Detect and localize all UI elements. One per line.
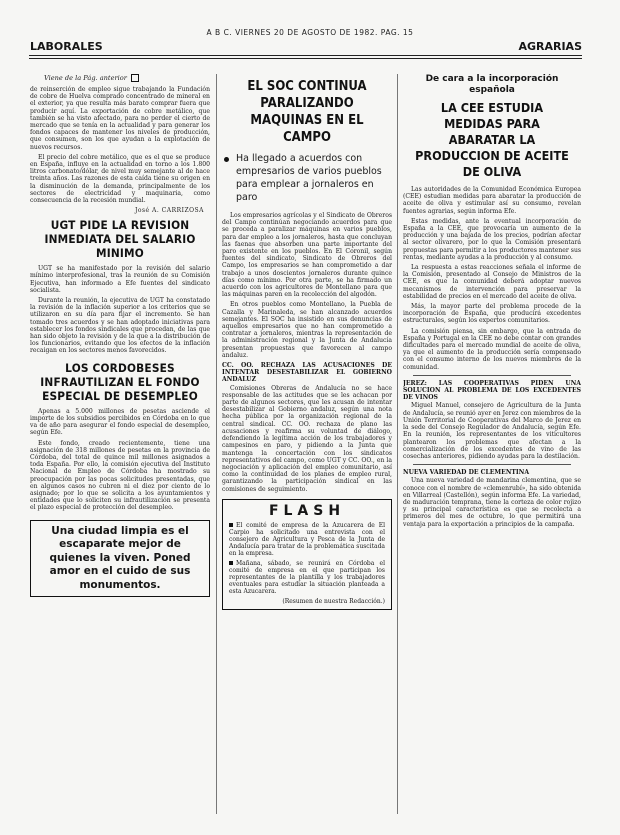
- flash-box: [222, 499, 392, 610]
- article-paragraph: Una nueva variedad de mandarina clementina, que se conoce con el nombre de «clemenrubí», ha sido obtenida en Villarreal (Castellón), según informa Efe. La variedad, de maduración temprana, tiene la corteza de color rojizo y su principal característica es que se recolecta a primeros del mes de octubre, lo que permitirá una ventaja para la exportación a principios de la campaña.: [403, 477, 581, 528]
- article-paragraph: UGT se ha manifestado por la revisión del salario mínimo interprofesional, tras la reunión de su Comisión Ejecutiva, han informado a Efe fuentes del sindicato socialista.: [30, 265, 210, 294]
- header-rule: [29, 55, 582, 56]
- article-paragraph: La respuesta a estas reacciones señala el informe de la Comisión, presentado al Consejo de Ministros de la CEE, es que la comunidad deberá adoptar nuevos mecanismos de intervención para preservar la estabilidad de precios en el mercado del aceite de oliva.: [403, 264, 581, 300]
- header-rule-thin: [29, 58, 582, 59]
- flash-title: FLASH: [268, 502, 346, 519]
- civic-ad-box: Una ciudad limpia es el escaparate mejor de quienes la viven. Poned amor en el cuido de sus monumentos.: [30, 520, 210, 598]
- article-paragraph: Este fondo, creado recientemente, tiene una asignación de 318 millones de pesetas en la provincia de Córdoba, del total de quince mil millones asignados a toda España. Por ello, la comisión ejecutiva del Instituto Nacional de Empleo de Córdoba ha mostrado su preocupación por las pocas solicitudes presentadas, que en algunos casos no cubren ni el diez por ciento de lo asignado; por lo que se solicita a los ayuntamientos y entidades que lo soliciten su infrautilización se presenta el plazo especial de protección del desempleo.: [30, 439, 210, 512]
- subhead-jerez: JEREZ: LAS COOPERATIVAS PIDEN UNA SOLUCION AL PROBLEMA DE LOS EXCEDENTES DE VINOS: [403, 379, 581, 402]
- article-paragraph: En otros pueblos como Montellano, la Puebla de Cazalla y Marinaleda, se han alcanzado acuerdos semejantes. El SOC ha insistido en sus denuncias de aquellos empresarios que no han comprometido a contratar a jornaleros, mientras la representación de la administración regional y la Junta de Andalucía presentan propuestas que favorecen al campo andaluz.: [222, 301, 392, 359]
- continued-from-note: Viene de la Pág. anterior: [44, 74, 210, 82]
- flash-item: Mañana, sábado, se reunirá en Córdoba el comité de empresa en el que participan los representantes de la plantilla y los trabajadores eventuales para estudiar la situación planteada a esta Azucarera.: [229, 559, 385, 595]
- article-paragraph: Los empresarios agrícolas y el Sindicato de Obreros del Campo continúan negociando acuerdos para que se proceda a paralizar máquinas en varios pueblos, para dar empleo a los jornaleros, hasta que concluyan las faenas que absorben una parte importante del paro existente en los pueblos. En El Coronil, según fuentes del sindicato, Sindicato de Obreros del Campo, los empresarios se han comprometido a dar trabajo a unos doscientos jornaleros durante quince días como mínimo. Por otra parte, se ha firmado un acuerdo con los agricultores de Montellano para que las máquinas paren en la recolección del algodón.: [222, 212, 392, 299]
- headline-ugt: UGT PIDE LA REVISION INMEDIATA DEL SALARIO MINIMO: [44, 218, 196, 261]
- section-label-left: LABORALES: [30, 40, 103, 53]
- page-header: A B C. VIERNES 20 DE AGOSTO DE 1982. PAG. 15: [206, 28, 414, 37]
- column-divider-2: [397, 74, 398, 814]
- square-bullet-icon: [229, 523, 233, 527]
- article-paragraph: Estas medidas, ante la eventual incorporación de España a la CEE, que provocaría un aumento de la producción y una bajada de los precios, podrían afectar al sector olivarero, por lo que la Comisión presentará propuestas para permitir a los productores mantener sus rentas, mediante ayudas a la producción y al consumo.: [403, 217, 581, 261]
- divider: [413, 375, 571, 376]
- divider: [413, 464, 571, 465]
- kicker-cee: De cara a la incorporación española: [425, 74, 559, 95]
- article-paragraph: Apenas a 5.000 millones de pesetas asciende el importe de los subsidios percibidos en Córdoba en lo que va de año para asegurar el fondo especial de desempleo, según Efe.: [30, 407, 210, 437]
- continued-box-icon: [131, 74, 139, 82]
- bullet-icon: [224, 157, 229, 162]
- flash-footer: (Resumen de nuestra Redacción.): [282, 597, 385, 605]
- article-paragraph: Más, la mayor parte del problema procede de la incorporación de España, que producirá excedentes estructurales, según los expertos comunitarios.: [403, 303, 581, 325]
- subhead-clementina: NUEVA VARIEDAD DE CLEMENTINA: [403, 469, 530, 477]
- article-signature: José A. CARRIZOSA: [134, 207, 204, 215]
- column-divider-1: [216, 74, 217, 814]
- column-agrarias: [403, 74, 581, 819]
- article-paragraph: Comisiones Obreras de Andalucía no se hace responsable de las actitudes que se les achacan por parte de algunos sectores, que les acusan de intentar desestabilizar al Gobierno andaluz, según una nota hecha pública por la organización regional de la central sindical. CC. OO. rechaza de plano las acusaciones y reafirma su voluntad de diálogo, defendiendo la legítima acción de los trabajadores y campesinos en paro, y pidiendo a la Junta que mantenga la concertación con los sindicatos representativos del campo, como UGT y CC. OO., en la negociación y aplicación del empleo comunitario, así como la continuidad de los planes de empleo rural, garantizando la participación sindical en las comisiones de seguimiento.: [222, 384, 392, 493]
- flash-item: El comité de empresa de la Azucarera de El Carpio ha solicitado una entrevista con el consejero de Agricultura y Pesca de la Junta de Andalucía para tratar de la problemática suscitada en la empresa.: [229, 521, 385, 557]
- article-paragraph: Durante la reunión, la ejecutiva de UGT ha constatado la revisión de la inflación superior a los criterios que se utilizaron en su día para fijar el incremento. Se han tomado tres acuerdos y se han adoptado iniciativas para establecer los fondos sindicales que procedan, de las que han sido objeto la revisión y de la que a la distribución de los funcionarios, evitando que los efectos de la inflación recaigan en los sectores menos favorecidos.: [30, 297, 210, 355]
- subhead-ccoo: CC. OO. RECHAZA LAS ACUSACIONES DE INTENTAR DESESTABILIZAR EL GOBIERNO ANDALUZ: [222, 362, 392, 384]
- article-paragraph: La comisión piensa, sin embargo, que la entrada de España y Portugal en la CEE no debe contar con grandes dificultades para el mercado mundial de aceite de oliva, ya que el aumento de la producción sería compensado con el consumo interno de los nuevos miembros de la comunidad.: [403, 327, 581, 371]
- headline-soc: EL SOC CONTINUA PARALIZANDO MAQUINAS EN EL CAMPO: [247, 79, 367, 145]
- article-paragraph: Las autoridades de la Comunidad Económica Europea (CEE) estudian medidas para abaratar la producción de aceite de oliva y estimular así su consumo, revelan fuentes agrarias, según informa Efe.: [403, 186, 581, 215]
- article-paragraph: de reinserción de empleo sigue trabajando la Fundación de cobre de Huelva comprado concentrado de mineral en el exterior, ya que resulta más barato comprar fuera que producir aquí. La exportación de cobre metálico, que también se ha visto afectado, para no perder el cierto de mercado que se tenía en la actualidad y para generar los fondos capaces de mantener los niveles de producción, que consumen, son los que ayudan a la explotación de nuevos recursos.: [30, 86, 210, 151]
- column-laborales-2: [222, 74, 392, 819]
- headline-cordobeses: LOS CORDOBESES INFRAUTILIZAN EL FONDO ESPECIAL DE DESEMPLEO: [40, 360, 200, 403]
- section-label-right: AGRARIAS: [518, 40, 582, 53]
- article-paragraph: Miguel Manuel, consejero de Agricultura de la Junta de Andalucía, se reunió ayer en Jerez con miembros de la Unión Territorial de Cooperativas del Marco de Jerez en la sede del Consejo Regulador de Andalucía, según Efe. En la reunión, los representantes de los viticultores plantearon los problemas que afectan a la comercialización de los excedentes de vino de las cosechas anteriores, pidiendo ayudas para la destilación.: [403, 402, 581, 460]
- lead-summary: Ha llegado a acuerdos con empresarios de varios pueblos para emplear a jornaleros en paro: [222, 152, 392, 204]
- headline-cee: LA CEE ESTUDIA MEDIDAS PARA ABARATAR LA PRODUCCION DE ACEITE DE OLIVA: [415, 100, 569, 179]
- column-laborales-1: [30, 74, 210, 819]
- square-bullet-icon: [229, 561, 233, 565]
- article-paragraph: El precio del cobre metálico, que es el que se produce en España, influye en la actualidad en torno a los 1.800 litros carbonato/dólar, de nivel muy semejante al de hace treinta años. Las razones de esta caída tiene su origen en la disminución de la demanda, principalmente de los sectores de electricidad y maquinaria, como consecuencia de la recesión mundial.: [30, 153, 210, 205]
